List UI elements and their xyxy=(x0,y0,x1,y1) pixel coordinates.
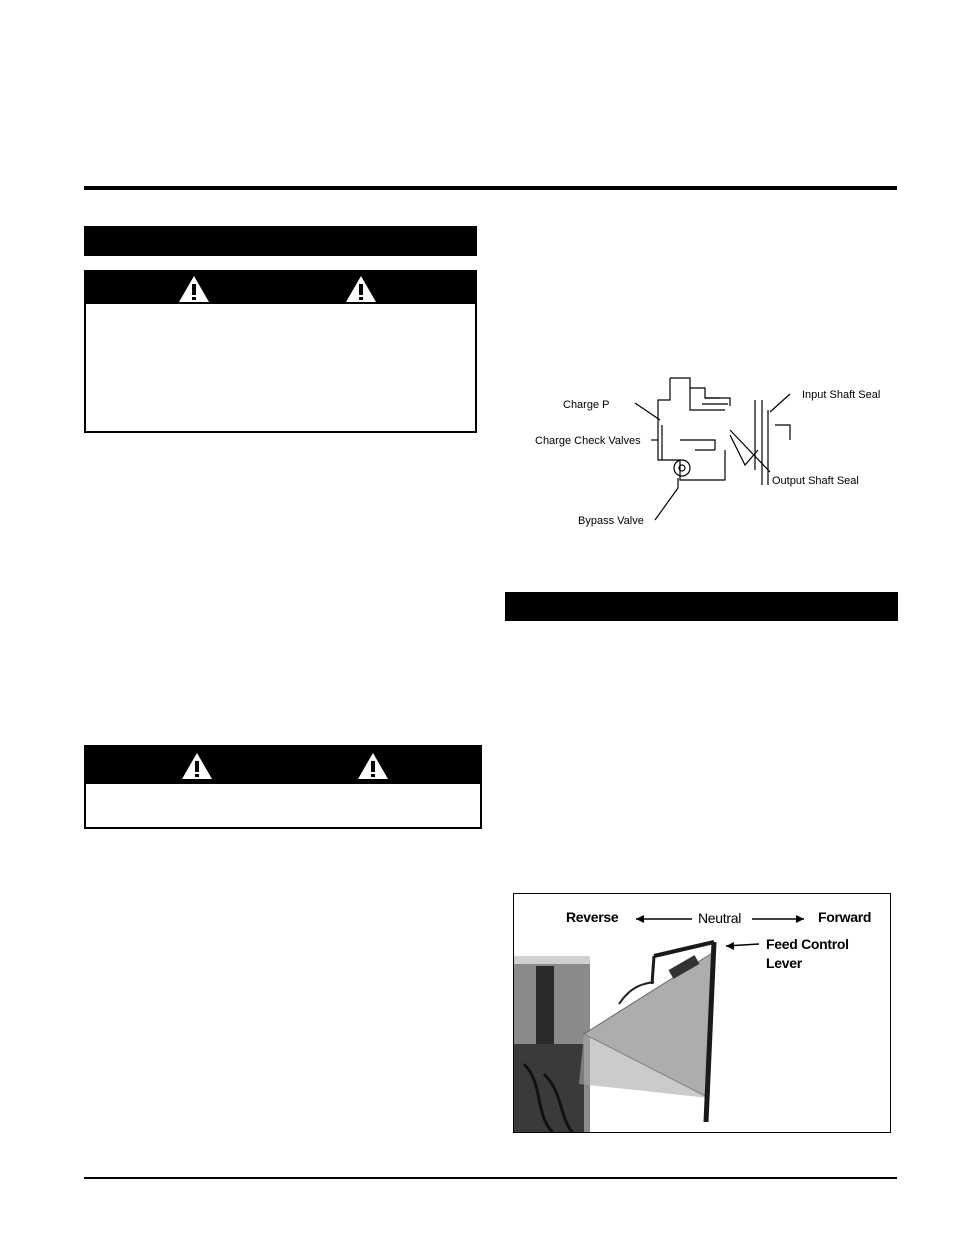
chipper-image xyxy=(514,894,891,1133)
warning-box-2 xyxy=(84,745,482,829)
label-input-shaft-seal: Input Shaft Seal xyxy=(802,389,881,401)
label-lever: Lever xyxy=(766,955,802,971)
label-charge-check-valves: Charge Check Valves xyxy=(535,435,641,447)
warning-icon xyxy=(357,752,389,780)
label-bypass-valve: Bypass Valve xyxy=(578,515,644,527)
warning-box-1 xyxy=(84,270,477,433)
label-forward: Forward xyxy=(818,909,872,925)
warning-header xyxy=(86,272,475,304)
label-reverse: Reverse xyxy=(566,909,619,925)
warning-icon xyxy=(345,275,377,303)
warning-icon xyxy=(181,752,213,780)
header-rule xyxy=(84,186,897,190)
label-neutral: Neutral xyxy=(698,910,742,926)
warning-icon xyxy=(178,275,210,303)
section-heading-bar-right xyxy=(505,592,898,621)
feed-control-photo xyxy=(513,893,891,1133)
footer-rule xyxy=(84,1177,897,1179)
section-heading-bar-left xyxy=(84,226,477,256)
label-charge-pump: Charge P xyxy=(563,399,610,411)
pump-diagram xyxy=(530,370,890,540)
label-output-shaft-seal: Output Shaft Seal xyxy=(772,475,859,487)
label-feed-control: Feed Control xyxy=(766,936,849,952)
warning-header xyxy=(86,747,480,784)
